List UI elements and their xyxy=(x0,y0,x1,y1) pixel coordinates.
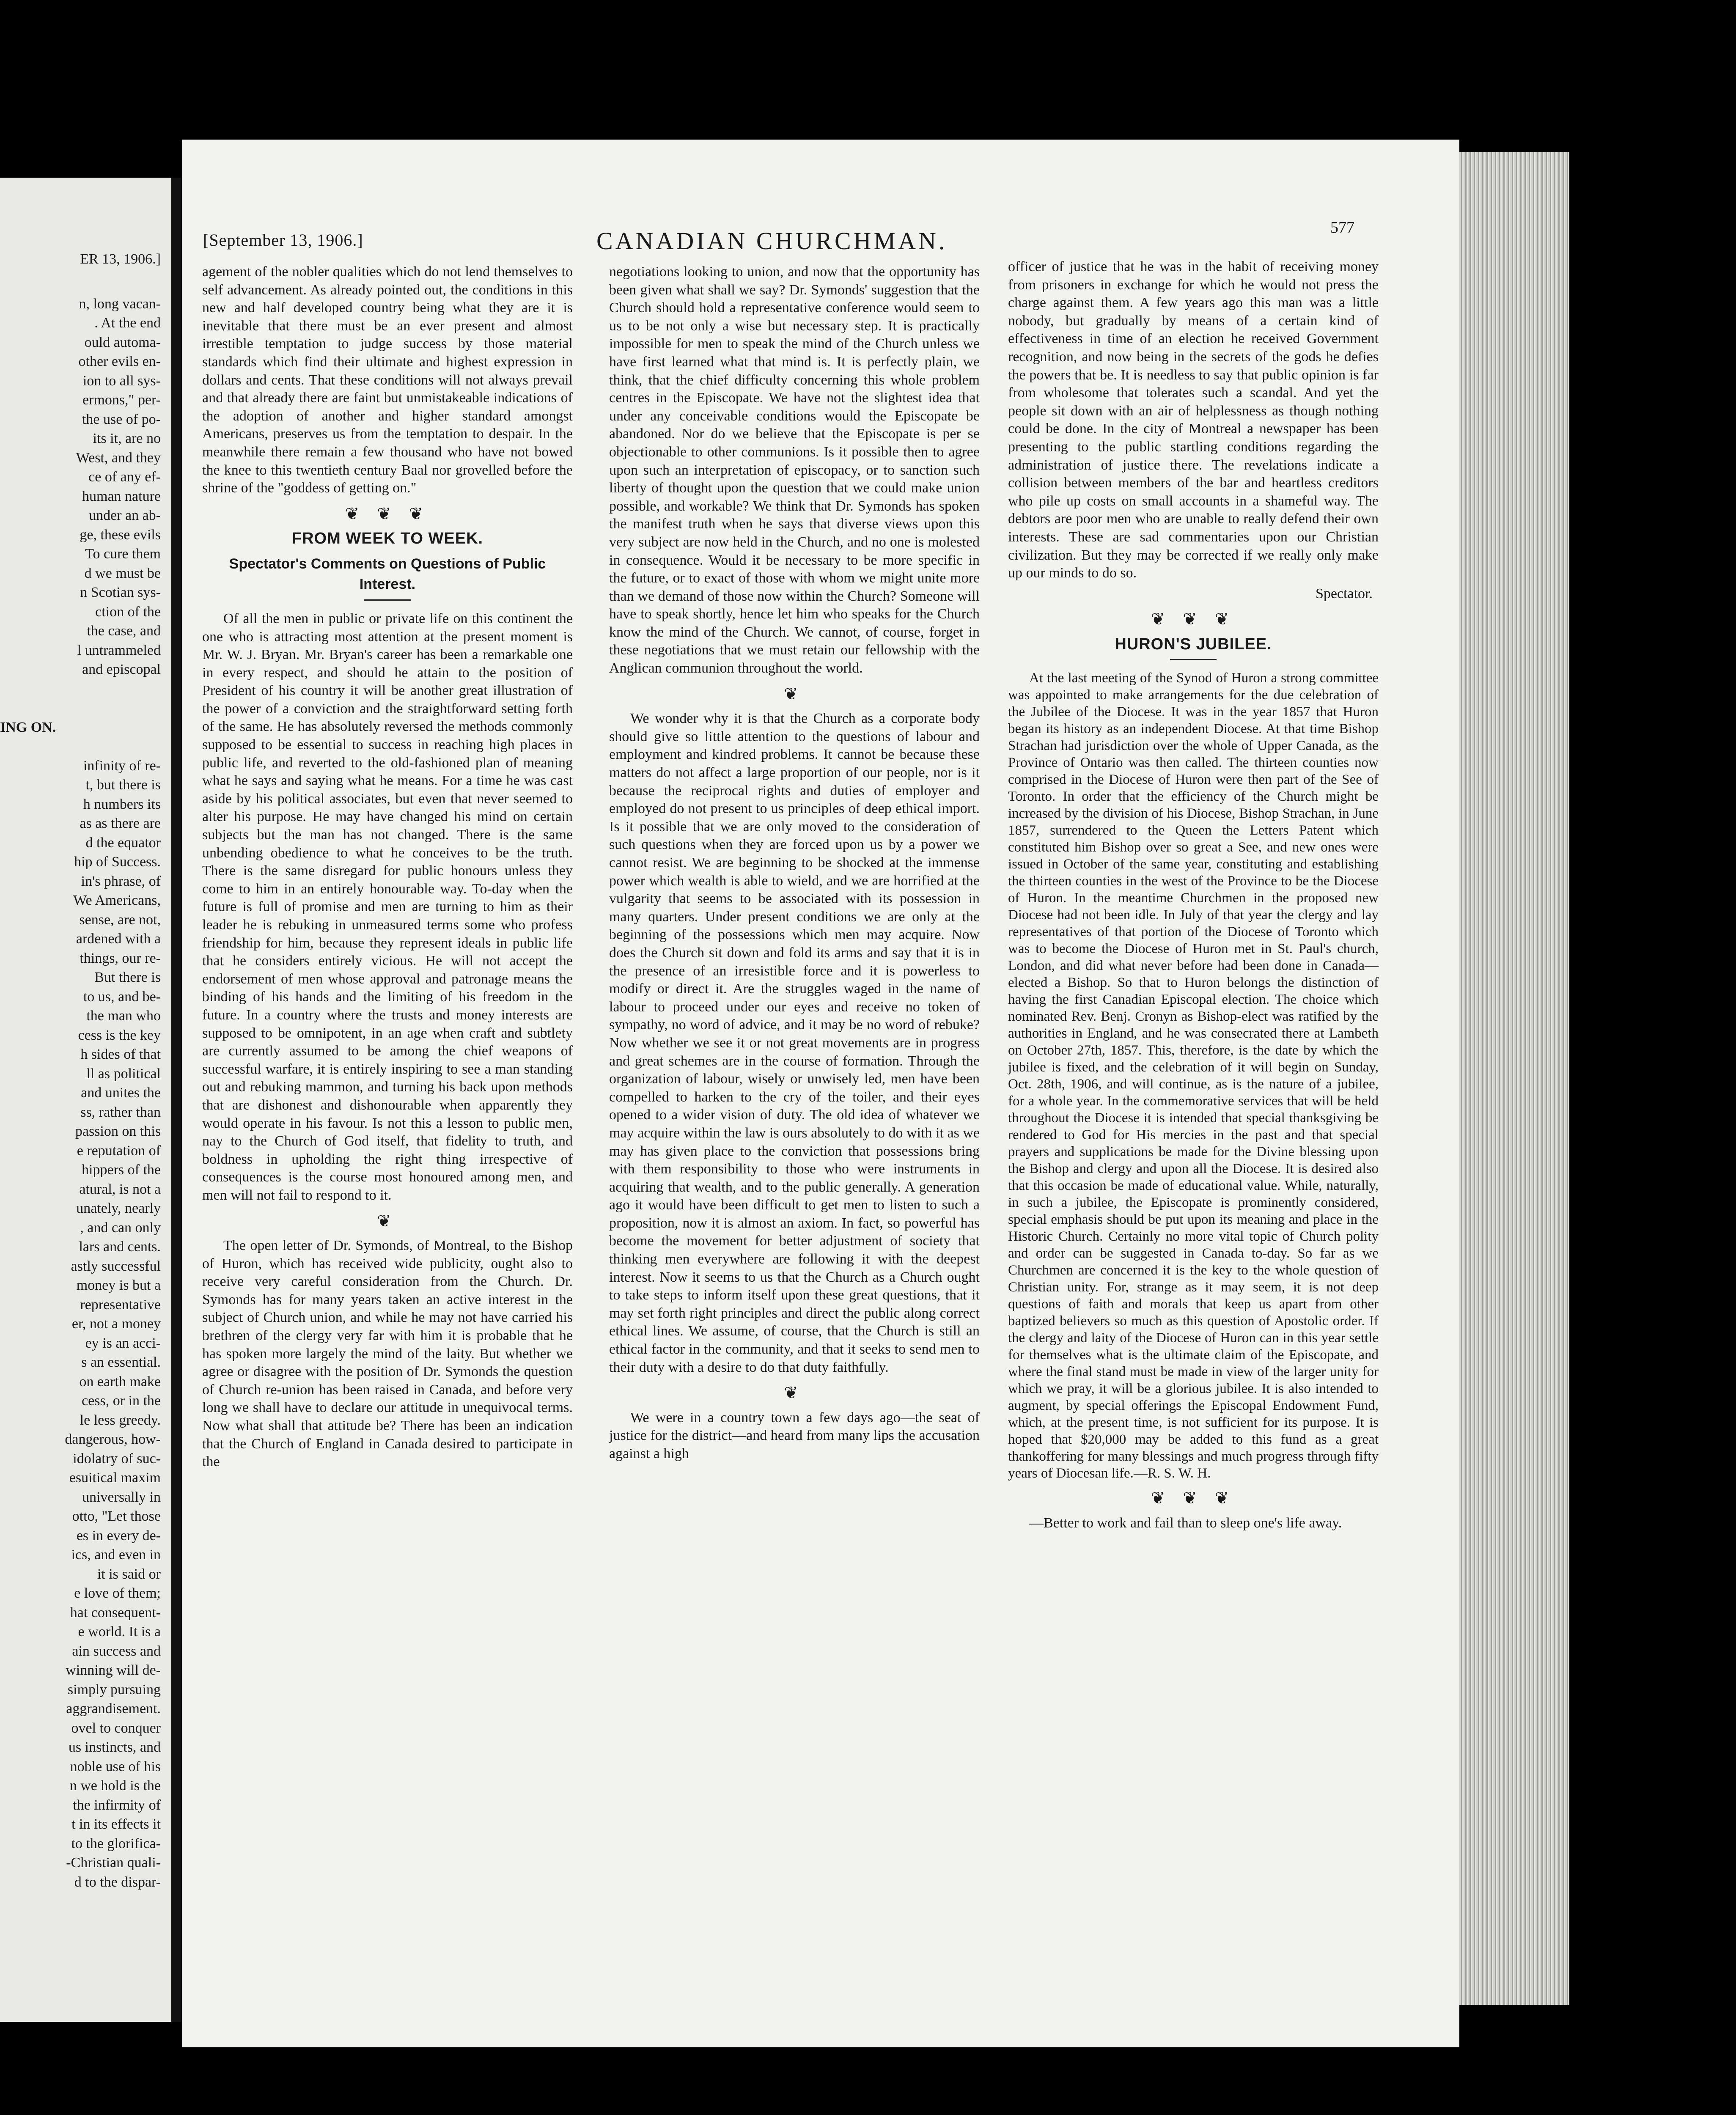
facing-page-line: the man who xyxy=(86,1008,161,1024)
book-gutter xyxy=(171,178,182,2022)
facing-page-fragment xyxy=(0,178,171,2022)
facing-page-line: universally in xyxy=(82,1489,161,1505)
paragraph: We wonder why it is that the Church as a corporate body should give so little attention to the questions of labour and employment and kindred problems. It cannot be because these matters do not affect a large proportion of our people, nor is it because the reciprocal rights and duties of employer and employed do not present to us principles of deep ethical import. Is it possible that we are only moved to the consideration of such questions when they are forced upon us by a power we cannot resist. We are beginning to be shocked at the immense power which wealth is able to wield, and we are horrified at the vulgarity that seems to be associated with its possession in many quarters. Under present conditions we are only at the beginning of the possessions which men may acquire. Now does the Church sit down and fold its arms and say that it is in the presence of an irresistible force and it is powerless to modify or direct it. Are the struggles waged in the name of labour to proceed under our eyes and receive no token of sympathy, no word of advice, and it may be no word of rebuke? Now whether we see it or not great movements are in progress and great schemes are in the course of formation. Through the organization of labour, wisely or unwisely led, men have been compelled to harken to the cry of the toiler, and their eyes opened to a wider vision of duty. The old idea of whatever we may acquire within the law is ours absolutely to do with it as we may has given place to the conviction that possessions bring with them responsibility to those who were instruments in acquiring that wealth, and to the public generally. A generation ago it would have been difficult to get men to listen to such a proposition, now it is almost an axiom. In fact, so powerful has become the movement for better adjustment of society that thinking men everywhere are following it with the deepest interest. Now it seems to us that the Church as a Church ought to take steps to inform itself upon these great questions, that it may set forth right principles and direct the public along correct ethical lines. We assume, of course, that the Church is still an ethical factor in the community, and that it seeks to send men to their duty with a desire to do that duty faithfully. xyxy=(609,711,980,1375)
facing-page-line: But there is xyxy=(94,970,161,985)
page-edges xyxy=(1459,152,1569,2005)
section-subheading: Spectator's Comments on Questions of Public Interest. xyxy=(229,555,546,592)
paragraph: The open letter of Dr. Symonds, of Montreal, to the Bishop of Huron, which has received wide publicity, ought also to receive very careful consideration from the Church. Dr. Symonds has for many years taken an active interest in the subject of Church union, and while he may not have carried his brethren of the clergy very far with him it is probable that he has spoken more largely the mind of the laity. But whether we agree or disagree with the position of Dr. Symonds the question of Church re-union has been raised in Canada, and before very long we shall have to declare our attitude in unequivocal terms. Now what shall that attitude be? There has been an indication that the Church of England in Canada desired to participate in the xyxy=(202,1238,573,1470)
facing-page-line: money is but a xyxy=(76,1277,161,1293)
facing-page-line: the infirmity of xyxy=(73,1797,161,1813)
ornament: ❦ xyxy=(784,1383,805,1403)
facing-page-line: n we hold is the xyxy=(69,1778,161,1794)
ornament: ❦ ❦ ❦ xyxy=(1151,610,1236,629)
ornament: ❦ xyxy=(784,684,805,703)
facing-page-line: ermons," per- xyxy=(82,392,161,408)
facing-page-line: t in its effects it xyxy=(71,1816,161,1832)
facing-page-line: idolatry of suc- xyxy=(73,1450,161,1467)
facing-page-line: n, long vacan- xyxy=(79,296,161,312)
facing-page-line: astly successful xyxy=(71,1258,161,1274)
signature: Spectator. xyxy=(1315,585,1373,602)
facing-page-line: n Scotian sys- xyxy=(80,585,161,600)
facing-page-line: le less greedy. xyxy=(80,1412,161,1428)
facing-page-line: cess is the key xyxy=(78,1027,161,1043)
facing-page-line xyxy=(0,698,161,718)
facing-page-line: the use of po- xyxy=(82,411,161,427)
facing-page-line: e love of them; xyxy=(74,1585,161,1601)
facing-page-line: the case, and xyxy=(87,623,161,639)
facing-page-line: d the equator xyxy=(85,835,161,851)
facing-page-line: lars and cents. xyxy=(79,1239,161,1255)
paragraph: We were in a country town a few days ago—the seat of justice for the district—and heard from many lips the accusation against a high xyxy=(609,1409,980,1461)
facing-page-line: e world. It is a xyxy=(78,1624,161,1640)
facing-page-line: hippers of the xyxy=(82,1162,161,1178)
facing-page-line: under an ab- xyxy=(89,508,161,523)
column-1 xyxy=(202,263,573,1471)
facing-page-line: simply pursuing xyxy=(67,1681,161,1697)
facing-page-line: ics, and even in xyxy=(71,1547,161,1563)
facing-page-line: -Christian quali- xyxy=(66,1855,161,1871)
facing-page-line: ardened with a xyxy=(76,931,161,947)
facing-page-line: cess, or in the xyxy=(82,1393,161,1409)
section-heading: FROM WEEK TO WEEK. xyxy=(291,530,483,548)
header-date: [September 13, 1906.] xyxy=(203,231,363,250)
facing-page-line: in's phrase, of xyxy=(81,873,161,889)
facing-page-line: To cure them xyxy=(85,546,161,562)
facing-page-line xyxy=(0,679,161,699)
facing-page-line: to us, and be- xyxy=(83,989,161,1005)
facing-page-line: , and can only xyxy=(80,1220,161,1236)
facing-page-line: it is said or xyxy=(97,1566,161,1582)
facing-page-line: ss, rather than xyxy=(80,1104,161,1120)
section-heading: HURON'S JUBILEE. xyxy=(1115,635,1272,653)
facing-page-line: ould automa- xyxy=(84,334,161,350)
ornament: ❦ xyxy=(377,1211,398,1231)
facing-page-line: passion on this xyxy=(75,1123,161,1139)
facing-page-line: e reputation of xyxy=(77,1143,161,1159)
facing-page-line: . At the end xyxy=(94,315,161,331)
paragraph: agement of the nobler qualities which do not lend themselves to self advancement. As already pointed out, the conditions in this new and half developed country being what they are it is inevitable that there must be an ever present and almost irrestible temptation to judge success by those material standards which find their ultimate and highest expression in dollars and cents. That these conditions will not always prevail and that already there are faint but unmistakeable indications of the adoption of another and higher standard amongst Americans, preserves us from the temptation to despair. In the meanwhile there remain a few thousand who have not bowed the knee to this twentieth century Baal nor grovelled before the shrine of the "goddess of getting on." xyxy=(202,264,573,496)
facing-page-line: d to the dispar- xyxy=(74,1874,161,1890)
facing-page-line: h sides of that xyxy=(80,1047,161,1062)
facing-page-line: ce of any ef- xyxy=(88,469,161,485)
page-header xyxy=(203,219,1387,261)
facing-page-line: aggrandisement. xyxy=(66,1701,161,1717)
paragraph: officer of justice that he was in the habit of receiving money from prisoners in exchange for which he would not press the charge against them. A few years ago this man was a little nobody, but gradually by means of a certain kind of effectiveness in time of an election he received Government recognition, and now being in the secrets of the gods he defies the powers that be. It is needless to say that public opinion is far from wholesome that tolerates such a scandal. And yet the people sit down with an air of helplessness as though nothing could be done. In the city of Montreal a newspaper has been presenting to the public startling conditions regarding the administration of justice there. The revelations indicate a collision between members of the bar and heartless creditors who pile up costs on small accounts in a shameful way. The debtors are poor men who are unable to really defend their own interests. These are sad commentaries upon our Christian civilization. But they may be corrected if we really only make up our minds to do so. xyxy=(1008,259,1379,581)
facing-page-line: es in every de- xyxy=(76,1527,161,1544)
facing-page-line: hip of Success. xyxy=(74,854,161,870)
facing-page-line: hat consequent- xyxy=(70,1604,161,1621)
facing-page-line xyxy=(0,737,161,756)
paragraph: negotiations looking to union, and now that the opportunity has been given what shall we say? Dr. Symonds' suggestion that the Church should hold a representative conference would seem to us to be not only a wise but necessary step. It is practically impossible for men to speak the mind of the Church unless we have first learned what that mind is. It is perfectly plain, we think, that the chief difficulty concerning this whole problem centres in the Episcopate. We have not the slightest idea that under any conceivable conditions would the Episcopate be abandoned. Nor do we believe that the Episcopate is per se objectionable to other communions. Is it possible then to agree upon such an interpretation of episcopacy, or to sanction such liberty of thought upon the question that we could make union possible, and workable? We think that Dr. Symonds has spoken the manifest truth when he says that diverse views upon this very subject are now held in the Church, and no one is molested in consequence. Would it be necessary to be more specific in the future, or to exact of those with whom we might unite more than we demand of those now within the Church? Someone will have to speak shortly, hence let him who speaks for the Church know the mind of the Church. We cannot, of course, forget in these negotiations that we must retain our fellowship with the Anglican communion throughout the world. xyxy=(609,264,980,676)
facing-page-line: human nature xyxy=(82,488,161,504)
facing-page-line: infinity of re- xyxy=(83,758,161,774)
facing-page-line: ain success and xyxy=(72,1643,161,1659)
facing-page-line: t, but there is xyxy=(85,777,161,793)
facing-page-line: s an essential. xyxy=(81,1354,161,1370)
facing-page-line: and unites the xyxy=(81,1085,161,1101)
facing-page-line: West, and they xyxy=(76,450,161,466)
facing-page-line: ey is an acci- xyxy=(85,1335,161,1351)
facing-page-line: ING ON. xyxy=(0,719,56,735)
paragraph: Of all the men in public or private life on this continent the one who is attracting most attention at the present moment is Mr. W. J. Bryan. Mr. Bryan's career has been a remarkable one in every respect, and should he attain to the position of President of his country it will be another great illustration of the power of a conviction and the straightforward setting forth of the same. He has absolutely reversed the methods commonly supposed to be essential to success in reaching high places in public life, and reverted to the old-fashioned plan of meaning what he says and saying what he means. For a time he was cast aside by his political associates, but even that never seemed to alter his purpose. He may have changed his mind on certain subjects but the man has not changed. There is the same unbending obedience to what he conceives to be the truth. There is the same disregard for public honours unless they come to him in an entirely honourable way. To-day when the future is full of promise and men are turning to him as their leader he is rebuking in unmeasured terms some who profess friendship for him, because they represent ideals in public life that he considers entirely vicious. He will not accept the endorsement of men whose approval and patronage means the binding of his hands and the limiting of his freedom in the future. In a country where the trusts and money interests are supposed to be omnipotent, in an age when craft and subtlety are currently assumed to be among the chief weapons of successful warfare, it is entirely inspiring to see a man standing out and rebuking mammon, and turning his back upon methods that are dishonest and dishonourable when apparently they would operate in his favour. Is not this a lesson to public men, nay to the Church of God itself, that fidelity to truth, and boldness in upholding the right thing irrespective of consequences is the course most honoured among men, and men will not fail to respond to it. xyxy=(202,610,573,1203)
facing-page-line: We Americans, xyxy=(73,893,161,908)
facing-page-line: ovel to conquer xyxy=(71,1720,161,1736)
facing-page-line: dangerous, how- xyxy=(65,1431,161,1447)
page-number: 577 xyxy=(1330,219,1354,236)
facing-page-line: its it, are no xyxy=(93,431,161,446)
paragraph: —Better to work and fail than to sleep one's life away. xyxy=(1029,1515,1342,1531)
facing-page-line: and episcopal xyxy=(82,662,161,677)
ornament: ❦ ❦ ❦ xyxy=(345,504,430,523)
facing-page-line: ll as political xyxy=(86,1066,161,1082)
publication-title: CANADIAN CHURCHMAN. xyxy=(596,227,948,255)
facing-page-line: d we must be xyxy=(84,565,161,581)
facing-page-line: unately, nearly xyxy=(76,1200,161,1216)
facing-page-line: sense, are not, xyxy=(79,912,161,928)
facing-page-line: er, not a money xyxy=(71,1316,161,1332)
facing-page-line: atural, is not a xyxy=(79,1181,161,1197)
ornament: ❦ ❦ ❦ xyxy=(1151,1489,1236,1508)
facing-page-header: ER 13, 1906.] xyxy=(80,251,161,267)
facing-page-line: on earth make xyxy=(79,1373,161,1390)
column-3 xyxy=(1008,258,1379,1533)
facing-page-line: things, our re- xyxy=(80,950,161,966)
facing-page-line: otto, "Let those xyxy=(72,1508,161,1524)
facing-page-text xyxy=(0,250,161,1892)
facing-page-line: l untrammeled xyxy=(77,642,161,658)
facing-page-line: ction of the xyxy=(95,604,161,620)
divider xyxy=(364,599,411,601)
divider xyxy=(1170,659,1217,660)
facing-page-line: noble use of his xyxy=(70,1758,161,1774)
facing-page-line: to the glorifica- xyxy=(71,1835,161,1851)
facing-page-line: ion to all sys- xyxy=(82,373,161,389)
facing-page-line: h numbers its xyxy=(83,796,161,812)
facing-page-line: winning will de- xyxy=(66,1662,161,1678)
facing-page-line: other evils en- xyxy=(78,354,161,369)
facing-page-line: as as there are xyxy=(80,816,161,831)
facing-page-line: ge, these evils xyxy=(80,527,161,543)
paragraph: At the last meeting of the Synod of Huron a strong committee was appointed to make arrangements for the due celebration of the Jubilee of the Diocese. It was in the year 1857 that Huron began its history as an independent Diocese. At that time Bishop Strachan had jurisdiction over the whole of Upper Canada, as the Province of Ontario was then called. The thirteen counties now comprised in the Diocese of Huron were then part of the See of Toronto. In order that the efficiency of the Church might be increased by the division of his Diocese, Bishop Strachan, in June 1857, surrendered to the Queen the Letters Patent which constituted him Bishop over so great a See, and new ones were issued in October of the same year, constituting and establishing the thirteen counties in the west of the Province to be the Diocese of Huron. In the meantime Churchmen in the proposed new Diocese had not been idle. In July of that year the clergy and lay representatives of that portion of the Diocese of Toronto which was to become the Diocese of Huron met in St. Paul's church, London, and did what never before had been done in Canada—elected a Bishop. So that to Huron belongs the distinction of having the first Canadian Episcopal election. The choice which nominated Rev. Benj. Cronyn as Bishop-elect was ratified by the authorities in England, and he was consecrated there at Lambeth on October 27th, 1857. This, therefore, is the date by which the jubilee is fixed, and the celebration of it will begin on Sunday, Oct. 28th, 1906, and will continue, as is the nature of a jubilee, for a whole year. In the commemorative services that will be held throughout the Diocese it is intended that special thanksgiving be rendered to God for His mercies in the past and that special prayers and supplications be made for the Divine blessing upon the Bishop and clergy and upon all the Diocese. It is desired also that this occasion be made of educational value. While, naturally, in such a jubilee, the Episcopate is prominently considered, special emphasis should be put upon its meaning and place in the Historic Church. Certainly no more vital topic of Church polity and order can be suggested in Canada to-day. So far as we Churchmen are concerned it is the key to the whole question of Christian unity. For, strange as it may seem, it is not deep questions of faith and morals that keep us apart from other baptized believers so much as this question of Apostolic order. If the clergy and laity of the Diocese of Huron can in this year settle for themselves what is the ultimate claim of the Episcopate, and where the final stand must be made in view of the larger unity for which we pray, it will be a glorious jubilee. It is also intended to augment, by special offerings the Episcopal Endowment Fund, which, at the present time, is not sufficient for its purpose. It is hoped that $20,000 may be added to this fund as a great thankoffering for many blessings and much progress through fifty years of Diocesan life.—R. S. W. H. xyxy=(1008,670,1379,1481)
column-2 xyxy=(609,263,980,1463)
facing-page-line: esuitical maxim xyxy=(69,1470,161,1486)
facing-page-line: us instincts, and xyxy=(68,1739,161,1755)
facing-page-line: representative xyxy=(80,1296,161,1313)
